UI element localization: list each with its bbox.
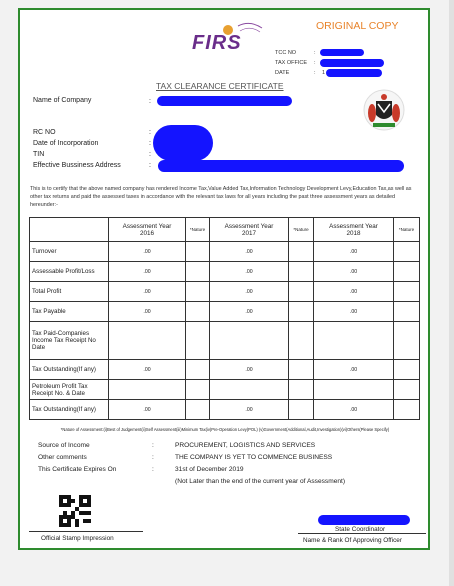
redaction-officer-name [318, 515, 410, 525]
table-row [30, 282, 420, 302]
incorporation-label: Date of Incorporation [33, 140, 99, 147]
nature-cell [289, 262, 314, 282]
table-corner-cell [30, 218, 109, 242]
year-value-cell: .00 [210, 262, 289, 282]
redaction-address [158, 160, 404, 172]
officer-signature-line [298, 533, 426, 534]
nature-cell [289, 400, 314, 420]
nature-cell [289, 322, 314, 360]
redaction-date [326, 69, 382, 77]
redaction-rc-date-tin [153, 125, 213, 161]
year-header-label: Assessment Year [329, 222, 378, 230]
vertical-scrollbar[interactable] [449, 0, 454, 586]
redaction-tax-office [320, 59, 384, 67]
year-value-cell: .00 [109, 282, 186, 302]
expiry-note: (Not Later than the end of the current year of Assessment) [175, 478, 346, 485]
certificate-title: TAX CLEARANCE CERTIFICATE [156, 81, 284, 91]
nature-cell [186, 302, 210, 322]
year-value-cell [210, 322, 289, 360]
table-row [30, 302, 420, 322]
row-label: Tax Paid-Companies Income Tax Receipt No Date [30, 322, 109, 360]
expiry-label: This Certificate Expires On [38, 466, 117, 473]
year-value-cell: .00 [314, 262, 394, 282]
table-header-row [30, 218, 420, 242]
nature-cell [186, 360, 210, 380]
expiry-value: 31st of December 2019 [175, 466, 244, 473]
qr-code-icon [59, 495, 91, 527]
assessment-table [29, 217, 420, 420]
nature-header: *Nature [186, 218, 210, 242]
nature-cell [394, 400, 420, 420]
tax-office-label: TAX OFFICE [275, 60, 307, 66]
colon: : [314, 50, 316, 56]
row-label: Tax Payable [30, 302, 109, 322]
nature-cell [186, 282, 210, 302]
row-label: Total Profit [30, 282, 109, 302]
table-row [30, 262, 420, 282]
table-row [30, 242, 420, 262]
nature-header: *Nature [394, 218, 420, 242]
table-row [30, 380, 420, 400]
year-value-cell: .00 [314, 242, 394, 262]
date-label: DATE [275, 70, 290, 76]
year-header-2017 [210, 218, 289, 242]
year-value-cell: .00 [210, 242, 289, 262]
nature-cell [394, 302, 420, 322]
nature-cell [394, 360, 420, 380]
year-value-cell: .00 [314, 360, 394, 380]
year-value-cell: .00 [109, 360, 186, 380]
row-label: Tax Outstanding(If any) [30, 360, 109, 380]
row-label: Tax Outstanding(If any) [30, 400, 109, 420]
state-coordinator-label: State Coordinator [335, 526, 386, 533]
nature-cell [289, 302, 314, 322]
year-value-cell [109, 380, 186, 400]
year-value-cell: .00 [210, 282, 289, 302]
colon: : [314, 60, 316, 66]
nature-cell [186, 262, 210, 282]
nature-cell [394, 322, 420, 360]
year-header-2016 [109, 218, 186, 242]
table-row [30, 400, 420, 420]
colon: : [314, 70, 316, 76]
nature-cell [289, 360, 314, 380]
year-value-cell: .00 [210, 400, 289, 420]
company-name-label: Name of Company [33, 97, 92, 104]
nature-cell [186, 400, 210, 420]
table-row [30, 360, 420, 380]
tin-label: TIN [33, 151, 45, 158]
year-value-cell [210, 380, 289, 400]
nature-cell [289, 380, 314, 400]
certify-paragraph: This is to certify that the above named company has rendered Income Tax,Value Added Tax,Information Technology Development Levy,Education Tax,as well as other tax returns and paid the assessed taxes in accordance with the relevant tax laws for all years including the past three assessment years as detailed hereunder:- [30, 186, 412, 208]
official-stamp-label: Official Stamp Impression [41, 535, 114, 542]
year-value-cell: .00 [109, 262, 186, 282]
logo-text: FIRS [192, 32, 242, 54]
year-value-cell [314, 380, 394, 400]
nature-cell [186, 380, 210, 400]
row-label: Petroleum Profit Tax Receipt No. & Date [30, 380, 109, 400]
year-value-cell: .00 [210, 360, 289, 380]
year-value-cell: .00 [314, 400, 394, 420]
rc-no-label: RC NO [33, 129, 56, 136]
date-value: 1 [322, 70, 326, 76]
source-of-income-label: Source of Income [38, 442, 90, 449]
redaction-tcc [320, 49, 364, 56]
stamp-line [29, 531, 143, 532]
colon: : [149, 140, 151, 147]
year-value-cell: .00 [109, 400, 186, 420]
nature-cell [394, 380, 420, 400]
row-label: Turnover [30, 242, 109, 262]
colon: : [152, 442, 154, 449]
nature-cell [289, 242, 314, 262]
year-value-cell: .00 [109, 302, 186, 322]
colon: : [152, 454, 154, 461]
year-value-cell [109, 322, 186, 360]
year-header-label: Assessment Year [122, 222, 172, 230]
year-value-cell: .00 [314, 282, 394, 302]
address-label: Effective Bussiness Address [33, 162, 121, 169]
nature-cell [394, 262, 420, 282]
tcc-no-label: TCC NO [275, 50, 297, 56]
table-row [30, 322, 420, 360]
nature-of-assessment-note: *Nature of Assessment:(i)Best of Judgement(ii)Self Assessment(iii)Minimum Tax(iv)Pre-Operation Levy(POL) (v)Government(Additional,Audit,Investigation)(vi)Others(Please Specify) [60, 427, 390, 432]
nature-cell [394, 282, 420, 302]
other-comments-value: THE COMPANY IS YET TO COMMENCE BUSINESS [175, 454, 333, 461]
colon: : [149, 151, 151, 158]
certificate-sheet [18, 8, 430, 550]
colon: : [149, 98, 151, 105]
coat-of-arms-icon [363, 87, 405, 133]
year-value-cell: .00 [109, 242, 186, 262]
year-value-cell [314, 322, 394, 360]
year-header-2018 [314, 218, 394, 242]
year-value-cell: .00 [210, 302, 289, 322]
year-header-value: 2016 [139, 229, 154, 237]
year-header-value: 2018 [346, 229, 361, 237]
year-header-value: 2017 [241, 229, 256, 237]
nature-cell [186, 242, 210, 262]
redaction-company-name [157, 96, 292, 106]
year-value-cell: .00 [314, 302, 394, 322]
other-comments-label: Other comments [38, 454, 87, 461]
approving-officer-label: Name & Rank Of Approving Officer [303, 537, 402, 544]
nature-cell [186, 322, 210, 360]
original-copy-label: ORIGINAL COPY [316, 20, 399, 32]
source-of-income-value: PROCUREMENT, LOGISTICS AND SERVICES [175, 442, 316, 449]
colon: : [149, 129, 151, 136]
nature-cell [394, 242, 420, 262]
row-label: Assessable Profit/Loss [30, 262, 109, 282]
year-header-label: Assessment Year [224, 222, 274, 230]
colon: : [149, 162, 151, 169]
nature-header: *Nature [289, 218, 314, 242]
nature-cell [289, 282, 314, 302]
colon: : [152, 466, 154, 473]
